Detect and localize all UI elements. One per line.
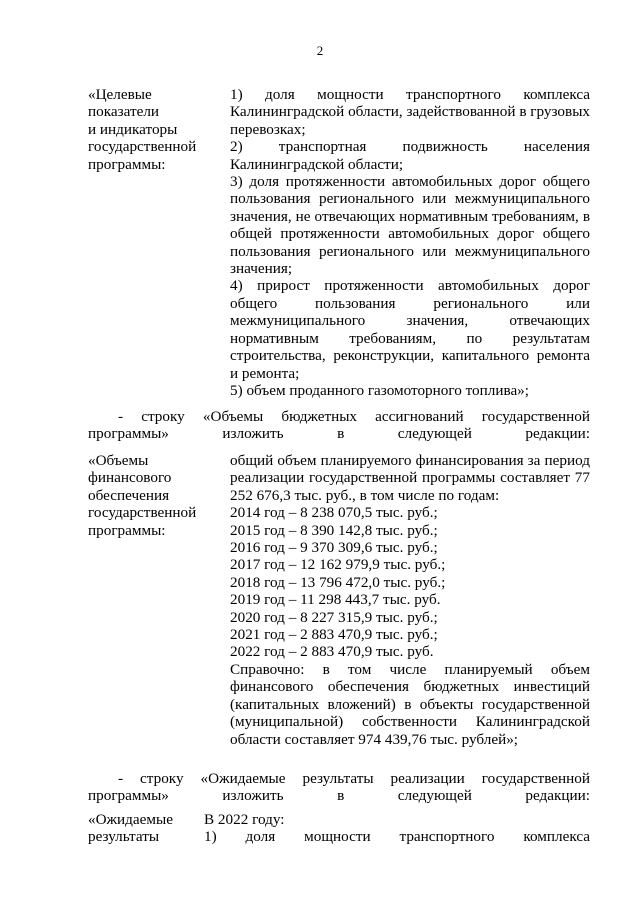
label-line: и индикаторы: [88, 120, 178, 138]
financing-intro: общий объем планируемого финансирования за период реализации государственной программы составляет 77 252 676,3 тыс. руб., в том числе по годам:: [230, 452, 590, 504]
year-line: 2022 год – 2 883 470,9 тыс. руб.: [230, 643, 434, 661]
results-item: 1) доля мощности транспортного комплекса: [204, 828, 590, 846]
year-line: 2020 год – 8 227 315,9 тыс. руб.;: [230, 608, 438, 626]
year-line: 2018 год – 13 796 472,0 тыс. руб.;: [230, 573, 446, 591]
instruction-paragraph: [88, 408, 590, 443]
section-financing: [88, 452, 590, 748]
label-line: государственной: [88, 138, 197, 156]
indicator-item: 2) транспортная подвижность населения Калининградской области;: [230, 138, 590, 173]
instruction-text: - строку «Ожидаемые результаты реализации государственной программы» изложить в следующей редакции:: [88, 770, 590, 805]
label-line: «Ожидаемые: [88, 811, 173, 828]
label-line: результаты: [88, 828, 160, 846]
indicator-item: 5) объем проданного газомоторного топлива»;: [230, 381, 529, 399]
section-label: [88, 452, 230, 748]
results-year: В 2022 году:: [204, 811, 285, 828]
year-line: 2021 год – 2 883 470,9 тыс. руб.;: [230, 626, 438, 644]
page-number: 2: [316, 43, 324, 58]
year-line: 2015 год – 8 390 142,8 тыс. руб.;: [230, 521, 438, 539]
label-line: «Объемы: [88, 452, 149, 469]
instruction-text: - строку «Объемы бюджетных ассигнований государственной программы» изложить в следующей редакции:: [88, 408, 590, 443]
indicator-item: 4) прирост протяженности автомобильных дорог общего пользования регионального или межмуниципального значения, отвечающих нормативным требованиям, по результатам строительства, реконструкции, капитального ремонта и ремонта;: [230, 277, 590, 382]
indicator-item: 1) доля мощности транспортного комплекса Калининградской области, задействованной в грузовых перевозках;: [230, 86, 590, 138]
section-content: [230, 452, 590, 748]
financing-note: Справочно: в том числе планируемый объем финансового обеспечения бюджетных инвестиций (капитальных вложений) в объекты государственной (муниципальной) собственности Калининградской области составляет 974 439,76 тыс. рублей»;: [230, 660, 590, 748]
label-line: «Целевые: [88, 86, 152, 103]
indicator-item: 3) доля протяженности автомобильных дорог общего пользования регионального или межмуниципального значения, не отвечающих нормативным требованиям, в общей протяженности автомобильных дорог общего пользования регионального или межмуниципального значения;: [230, 173, 590, 278]
label-line: программы:: [88, 155, 166, 173]
section-target-indicators: [88, 86, 590, 399]
year-line: 2017 год – 12 162 979,9 тыс. руб.;: [230, 556, 446, 574]
year-line: 2014 год – 8 238 070,5 тыс. руб.;: [230, 504, 438, 522]
section-expected-results: [88, 811, 590, 846]
section-label: [88, 811, 204, 846]
instruction-paragraph: [88, 770, 590, 805]
label-line: финансового: [88, 469, 172, 487]
year-line: 2019 год – 11 298 443,7 тыс. руб.: [230, 591, 441, 609]
label-line: обеспечения: [88, 486, 170, 504]
section-content: [204, 811, 590, 846]
section-content: [230, 86, 590, 399]
year-line: 2016 год – 9 370 309,6 тыс. руб.;: [230, 539, 438, 557]
label-line: программы:: [88, 521, 166, 539]
label-line: государственной: [88, 504, 197, 522]
section-label: [88, 86, 230, 399]
label-line: показатели: [88, 103, 160, 121]
